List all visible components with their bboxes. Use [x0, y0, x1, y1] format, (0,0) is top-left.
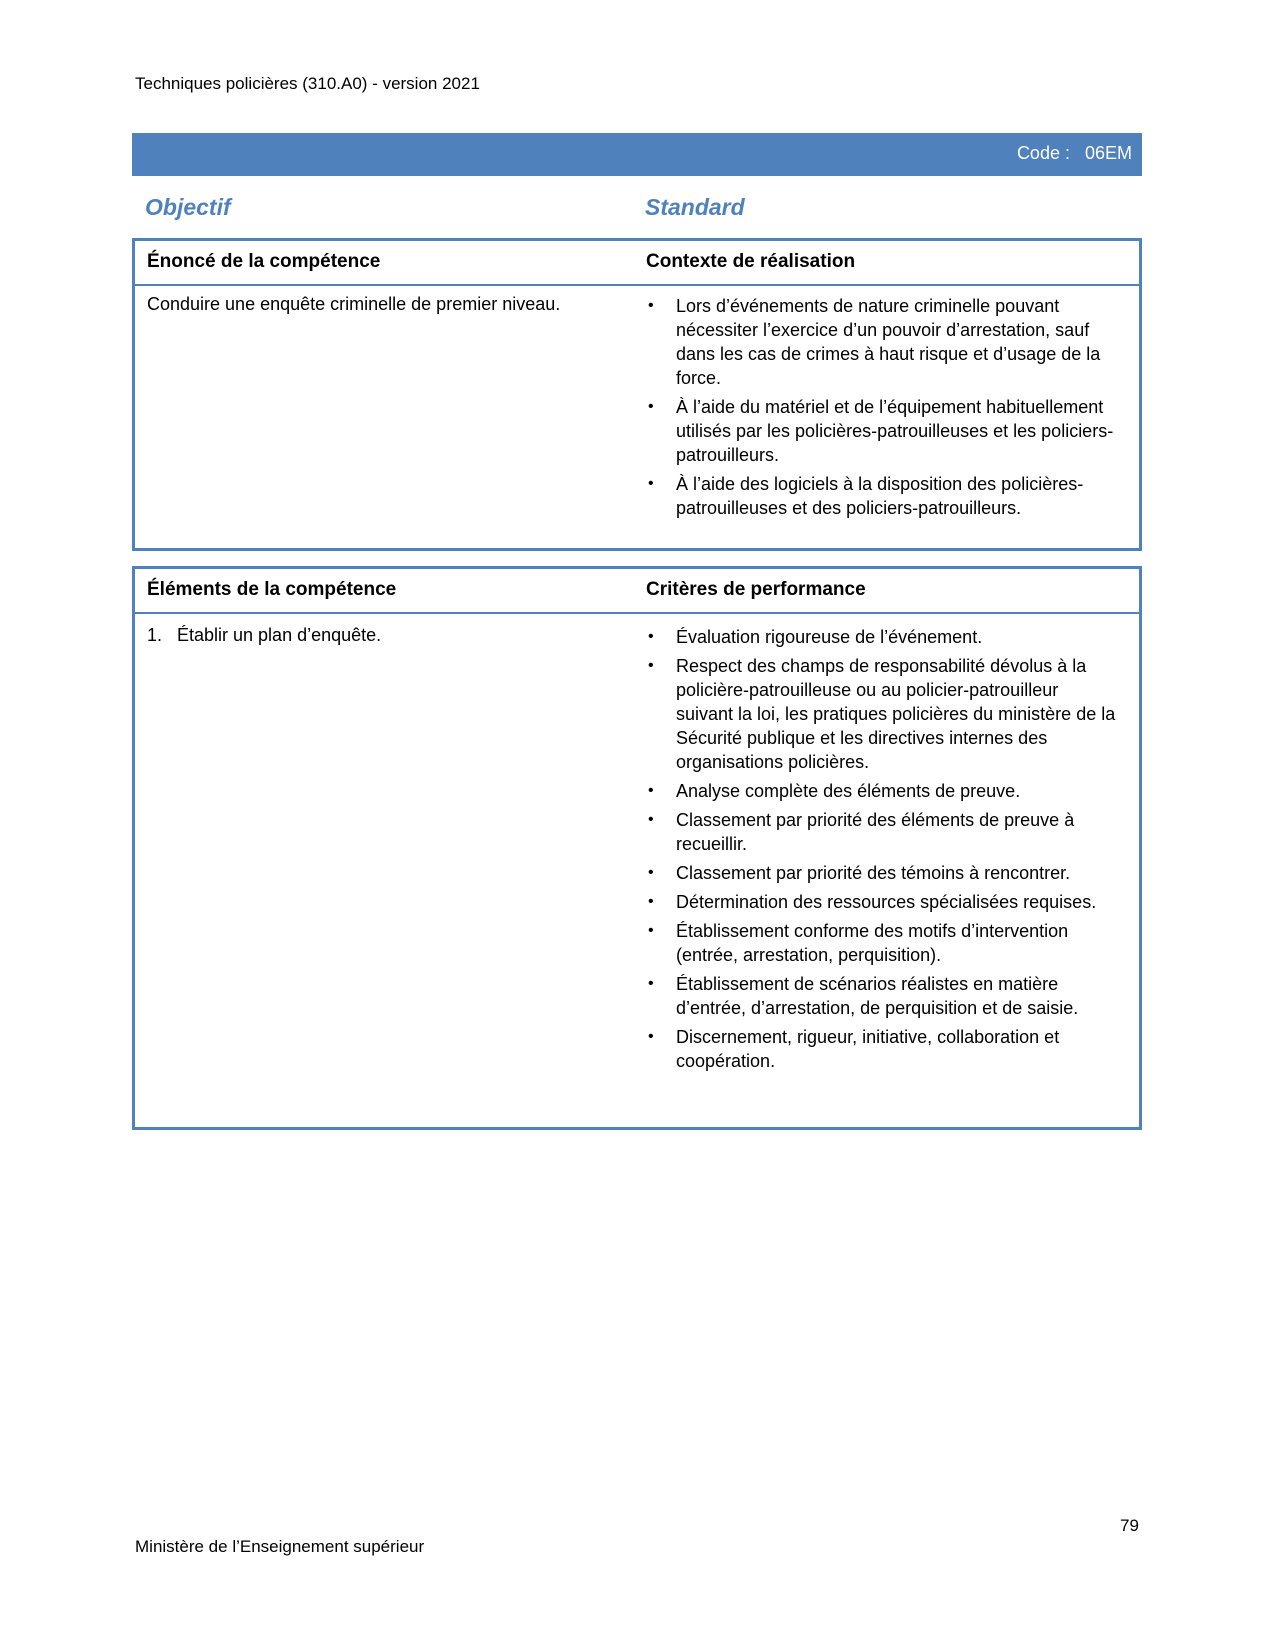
- bullet-icon: •: [648, 893, 654, 910]
- bullet-icon: •: [648, 398, 654, 415]
- element-text: Établir un plan d’enquête.: [177, 625, 382, 645]
- bullet-icon: •: [648, 297, 654, 314]
- criterion-text: Établissement de scénarios réalistes en matière d’entrée, d’arrestation, de perquisition et de saisie.: [676, 974, 1079, 1018]
- elements-header-label: Éléments de la compétence: [147, 579, 397, 600]
- competency-statement-box: [132, 238, 1142, 551]
- element-number: 1.: [147, 625, 163, 645]
- objective-heading: Objectif: [145, 194, 231, 220]
- criteria-header-label: Critères de performance: [646, 579, 866, 600]
- bullet-icon: •: [648, 922, 654, 939]
- criterion-text: Respect des champs de responsabilité dévolus à la policière-patrouilleuse ou au policier-patrouilleur suivant la loi, les pratiques policières du ministère de la Sécurité publique et les directives internes des organisations policières.: [676, 656, 1116, 772]
- context-item-text: À l’aide du matériel et de l’équipement habituellement utilisés par les policières-patrouilleuses et les policiers-patrouilleurs.: [676, 397, 1114, 465]
- bullet-icon: •: [648, 475, 654, 492]
- bullet-icon: •: [648, 657, 654, 674]
- bullet-icon: •: [648, 975, 654, 992]
- bullet-icon: •: [648, 811, 654, 828]
- criterion-text: Établissement conforme des motifs d’intervention (entrée, arrestation, perquisition).: [676, 921, 1069, 965]
- list-item: [646, 625, 1116, 649]
- list-item: [646, 395, 1116, 467]
- criterion-text: Analyse complète des éléments de preuve.: [676, 781, 1021, 801]
- list-item: [646, 808, 1116, 856]
- criterion-text: Classement par priorité des témoins à rencontrer.: [676, 863, 1071, 883]
- list-item: [646, 861, 1116, 885]
- list-item: [646, 472, 1116, 520]
- bullet-icon: •: [648, 782, 654, 799]
- list-item: [646, 294, 1116, 390]
- list-item: [646, 890, 1116, 914]
- criterion-text: Classement par priorité des éléments de preuve à recueillir.: [676, 810, 1075, 854]
- code-bar: [132, 133, 1142, 176]
- running-footer: Ministère de l’Enseignement supérieur: [135, 1537, 425, 1556]
- criteria-list: [646, 625, 1116, 1078]
- standard-heading: Standard: [645, 194, 745, 220]
- context-header-label: Contexte de réalisation: [646, 251, 856, 272]
- competency-statement: Conduire une enquête criminelle de premier niveau.: [147, 294, 561, 314]
- competency-element: [147, 625, 381, 646]
- competency-statement-header: [135, 241, 1139, 286]
- list-item: [646, 972, 1116, 1020]
- running-header: Techniques policières (310.A0) - version 2021: [135, 74, 480, 93]
- competency-elements-box: [132, 566, 1142, 1130]
- statement-header-label: Énoncé de la compétence: [147, 251, 381, 272]
- list-item: [646, 779, 1116, 803]
- criterion-text: Discernement, rigueur, initiative, collaboration et coopération.: [676, 1027, 1060, 1071]
- competency-elements-header: [135, 569, 1139, 614]
- list-item: [646, 1025, 1116, 1073]
- bullet-icon: •: [648, 628, 654, 645]
- context-item-text: À l’aide des logiciels à la disposition des policières-patrouilleuses et des policiers-patrouilleurs.: [676, 474, 1084, 518]
- context-list: [646, 294, 1116, 525]
- list-item: [646, 654, 1116, 774]
- page-number: 79: [1120, 1516, 1139, 1535]
- list-item: [646, 919, 1116, 967]
- criterion-text: Détermination des ressources spécialisées requises.: [676, 892, 1097, 912]
- bullet-icon: •: [648, 1028, 654, 1045]
- competency-code: Code : 06EM: [1016, 143, 1132, 163]
- criterion-text: Évaluation rigoureuse de l’événement.: [676, 627, 983, 647]
- bullet-icon: •: [648, 864, 654, 881]
- context-item-text: Lors d’événements de nature criminelle pouvant nécessiter l’exercice d’un pouvoir d’arrestation, sauf dans les cas de crimes à haut risque et d’usage de la force.: [676, 296, 1101, 388]
